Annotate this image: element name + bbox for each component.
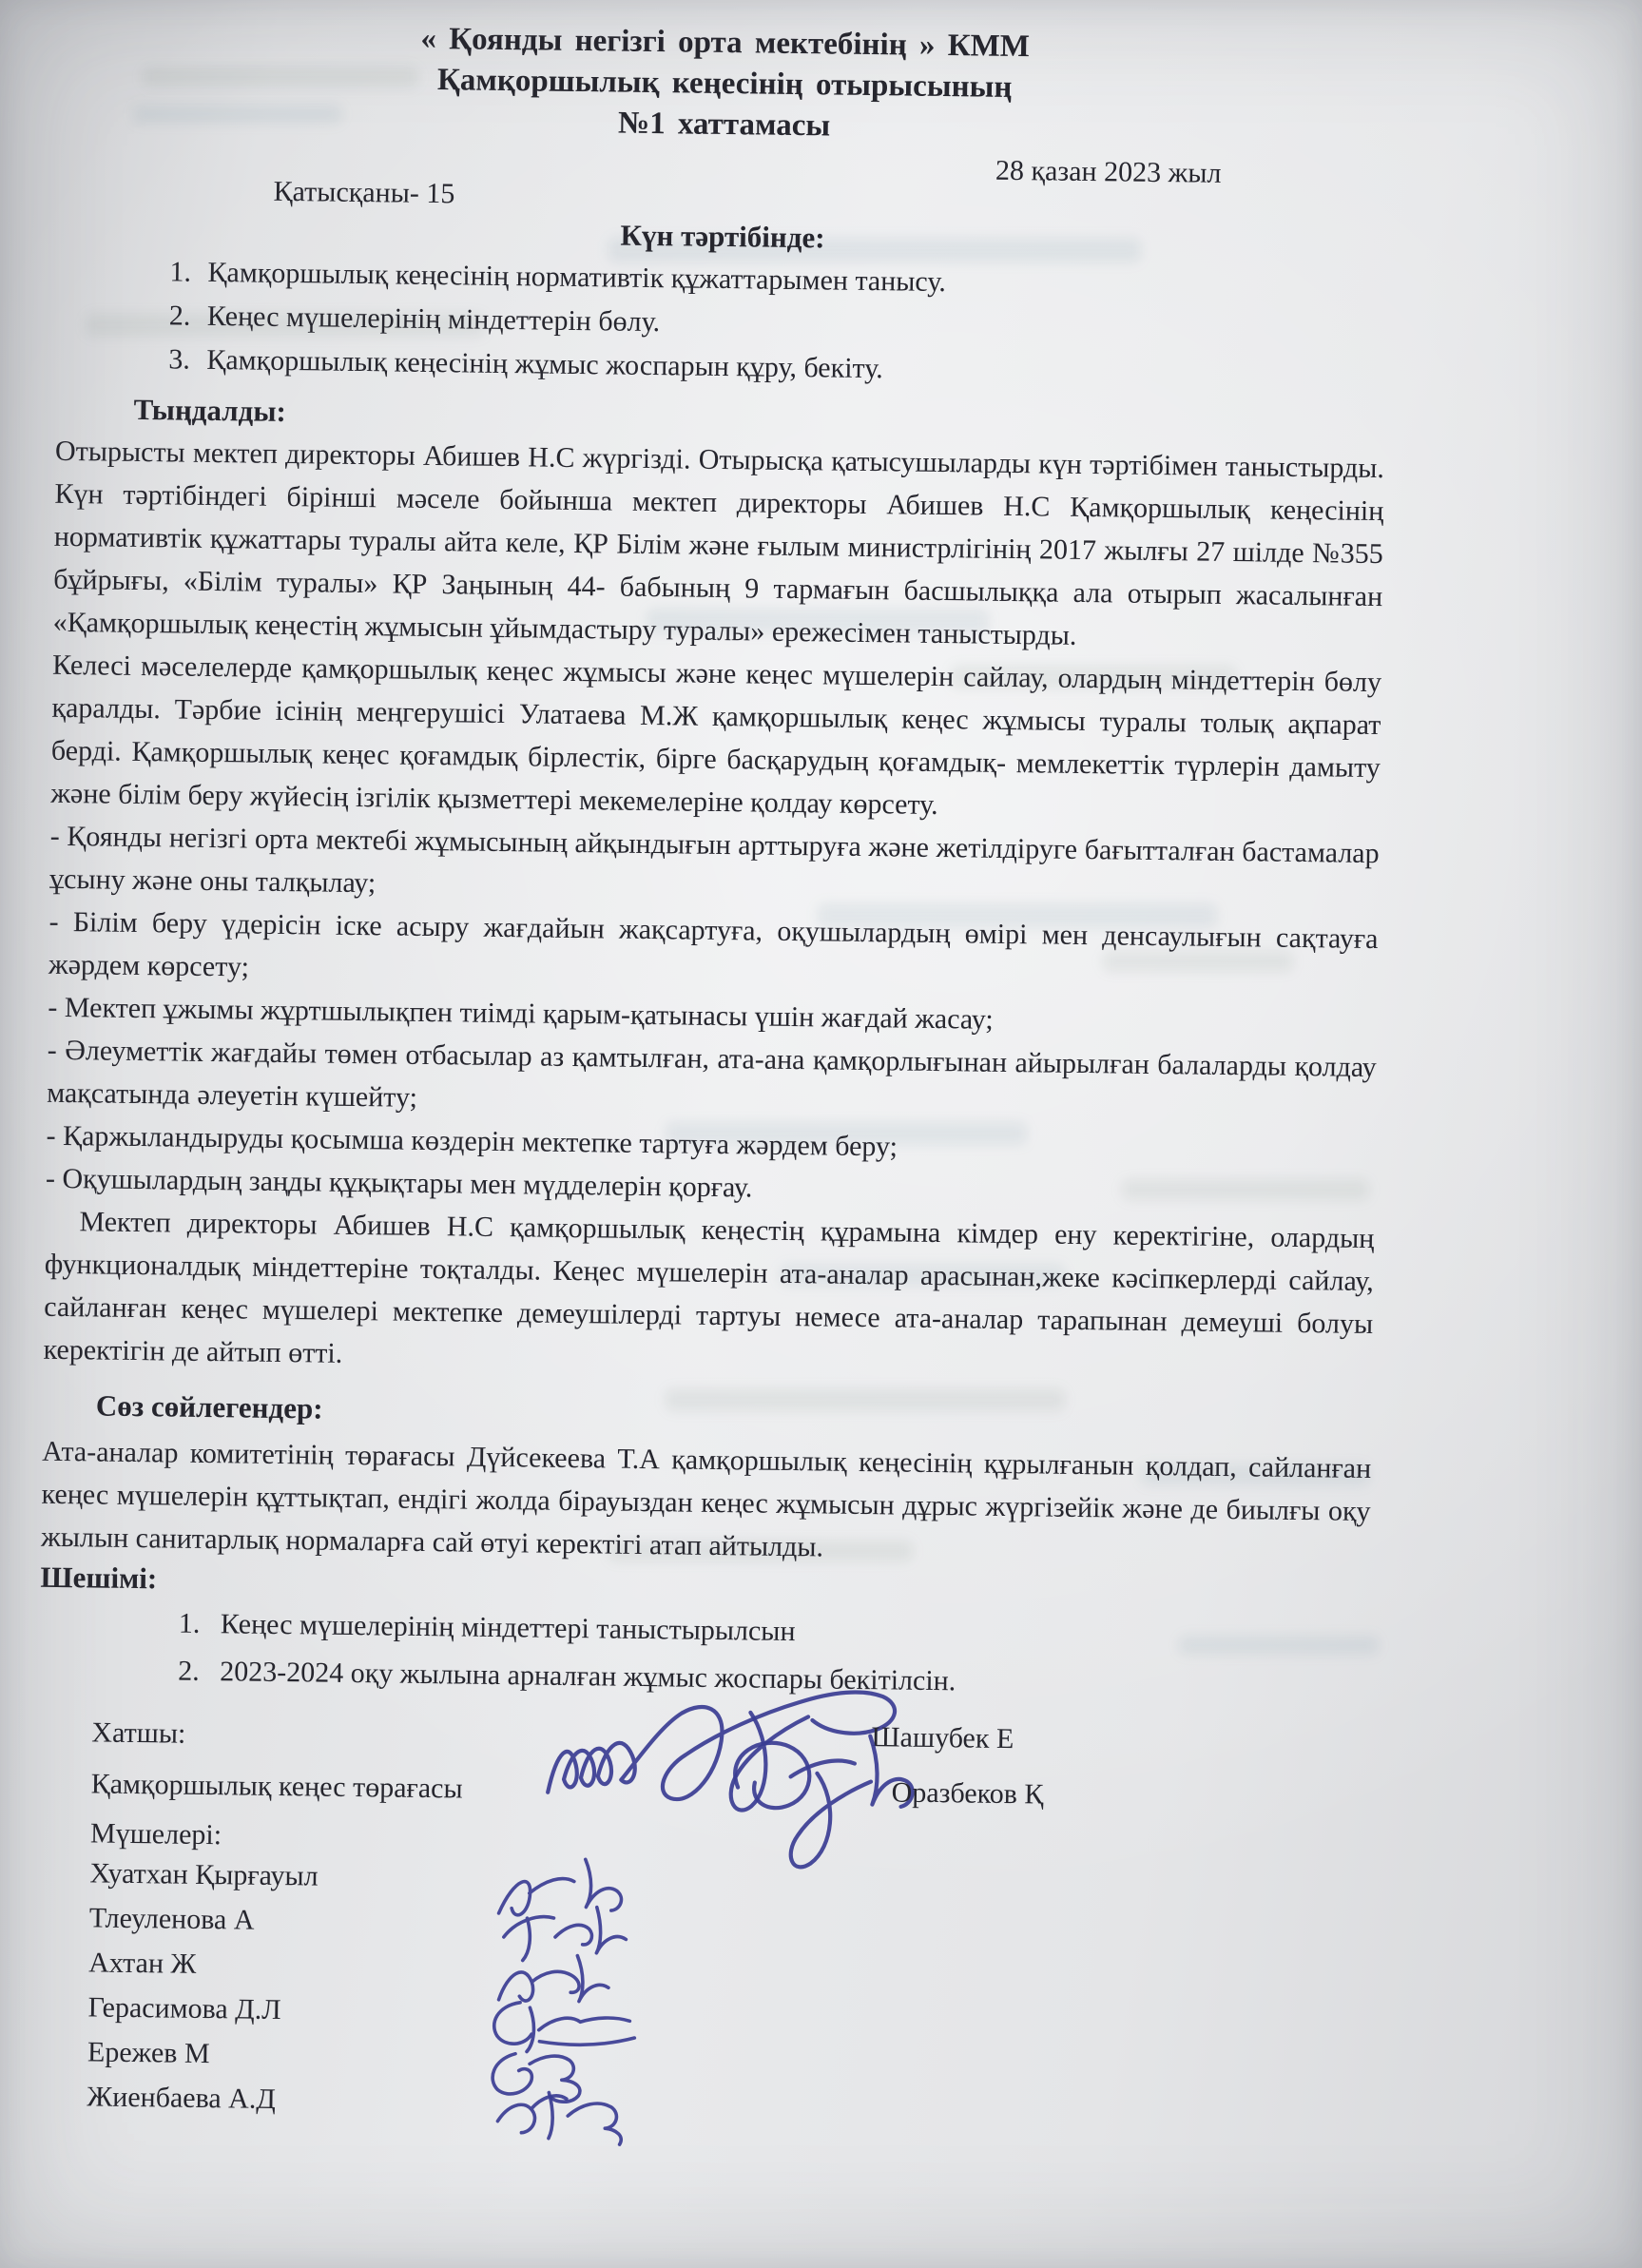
agenda-heading: Күн тәртібінде: [620,218,825,255]
agenda-list [197,251,1387,397]
member-name: Ахтан Ж [88,1947,197,1980]
bullet-item: - Мектеп ұжымы жұртшылықпен тиімді қарым-қатынасы үшін жағдай жасау; [48,991,994,1036]
document-body [33,14,1390,2178]
page-title-line-3: №1 хаттамасы [617,106,831,144]
agenda-item: 2. Кеңес мүшелерінің міндеттерін бөлу. [198,295,1386,354]
speakers-heading: Сөз сөйлегендер: [95,1388,323,1425]
member-name: Хуатхан Қырғауыл [89,1857,319,1892]
decision-heading: Шешімі: [40,1560,158,1596]
bullet-item: - Қаржыландыруды қосымша көздерін мектепке тартуға жәрдем беру; [46,1119,898,1163]
chairman-name: Оразбеков Қ [891,1776,1044,1811]
bullet-item: - Әлеуметтік жағдайы төмен отбасылар аз қамтылған, ата-ана қамқорлығынан айырылған балаларды қолдау мақсатында әлеуетін күшейту; [46,1034,1377,1114]
secretary-name: Шашубек Е [871,1721,1014,1755]
decision-item: 1. Кеңес мүшелерінің міндеттері таныстырылсын [207,1600,1370,1663]
decision-item: 2. 2023-2024 оқу жылына арналған жұмыс жоспары бекітілсін. [206,1648,1369,1711]
member-name: Герасимова Д.Л [87,1991,281,2026]
member-name: Ережев М [87,2036,210,2070]
member-name: Жиенбаева А.Д [87,2081,277,2115]
heard-paragraph-2: Келесі мәселелерде қамқоршылық кеңес жұмысы және кеңес мүшелерін сайлау, олардың міндеттерін бөлу қаралды. Тәрбие ісінің меңгерушісі Улатаева М.Ж қамқоршылық кеңес жұмысы туралы толық ақпарат берді. Қамқоршылық кеңес қоғамдық бірлестік, бірге басқарудың қоғамдық- мемлекеттік түрлерін дамыту және білім беру жүйесің ізгілік қызметтері мекемелеріне қолдау көрсету. [50,649,1382,821]
page-title [59,14,1390,154]
bullet-item: - Оқушылардың заңды құқықтары мен мүдделерін қорғау. [45,1162,753,1204]
speakers-paragraph: Ата-аналар комитетінің төрағасы Дүйсекеева Т.А қамқоршылық кеңесінің құрылғанын қолдап, сайланған кеңес мүшелерін құттықтап, ендігі жолда бірауыздан кеңес жұмысын дұрыс жүргізейік және де биылғы оқу жылын санитарлық нормаларға сай өтуі керектігі атап айтылды. [40,1435,1372,1563]
member-name: Тлеуленова А [88,1902,255,1936]
secretary-label: Хатшы: [91,1716,186,1750]
bullet-item: - Қоянды негізгі орта мектебі жұмысының айқындығын арттыруға және жетілдіруге бағытталған бастамалар ұсыну және оны талқылау; [48,820,1380,900]
bullet-item: - Білім беру үдерісін іске асыру жағдайын жақсартуға, оқушылардың өмірі мен денсаулығын сақтауға жәрдем көрсету; [48,905,1379,983]
heard-heading: Тыңдалды: [133,392,287,428]
members-label: Мүшелері: [89,1817,222,1851]
page-title-line-2: Қамқоршылық кеңесінің отырысының [436,63,1013,105]
member-signature [481,2070,676,2161]
heard-paragraph-1: Отырысты мектеп директоры Абишев Н.С жүргізді. Отырысқа қатысушыларды күн тәртібімен таныстырды. Күн тәртібіндегі бірінші мәселе бойынша мектеп директоры Абишев Н.С Қамқоршылық кеңесінің нормативтік құжаттары туралы айта келе, ҚР Білім және ғылым министрлігінің 2017 жылғы 27 шілде №355 бұйрығы, «Білім туралы» ҚР Заңының 44- бабының 9 тармағын басшылыққа ала отырып жасалынған «Қамқоршылық кеңестің жұмысын ұйымдастыру туралы» ережесімен таныстырды. [52,435,1385,651]
chairman-label: Қамқоршылық кеңес төрағасы [90,1768,463,1805]
closing-paragraph: Мектеп директоры Абишев Н.С қамқоршылық кеңестің құрамына кімдер ену керектігіне, олардың функционалдық міндеттеріне тоқталды. Кеңес мүшелерін ата-аналар арасынан,жеке кәсіпкерлерді сайлау, сайланған кеңес мүшелері мектепке демеушілерді тартуы немесе ата-аналар тарапынан демеуші болуы керектігін де айтып өтті. [43,1206,1375,1369]
agenda-item: 1. Қамқоршылық кеңесінің нормативтік құжаттарымен танысу. [198,251,1386,310]
signature-section [33,1709,1368,2178]
meeting-date: 28 қазан 2023 жыл [995,154,1222,189]
agenda-item: 3. Қамқоршылық кеңесінің жұмыс жоспарын құру, бекіту. [197,339,1385,397]
attendance-count: Қатысқаны- 15 [273,175,455,210]
page-title-line-1: « Қоянды негізгі орта мектебінің » КММ [420,21,1031,65]
